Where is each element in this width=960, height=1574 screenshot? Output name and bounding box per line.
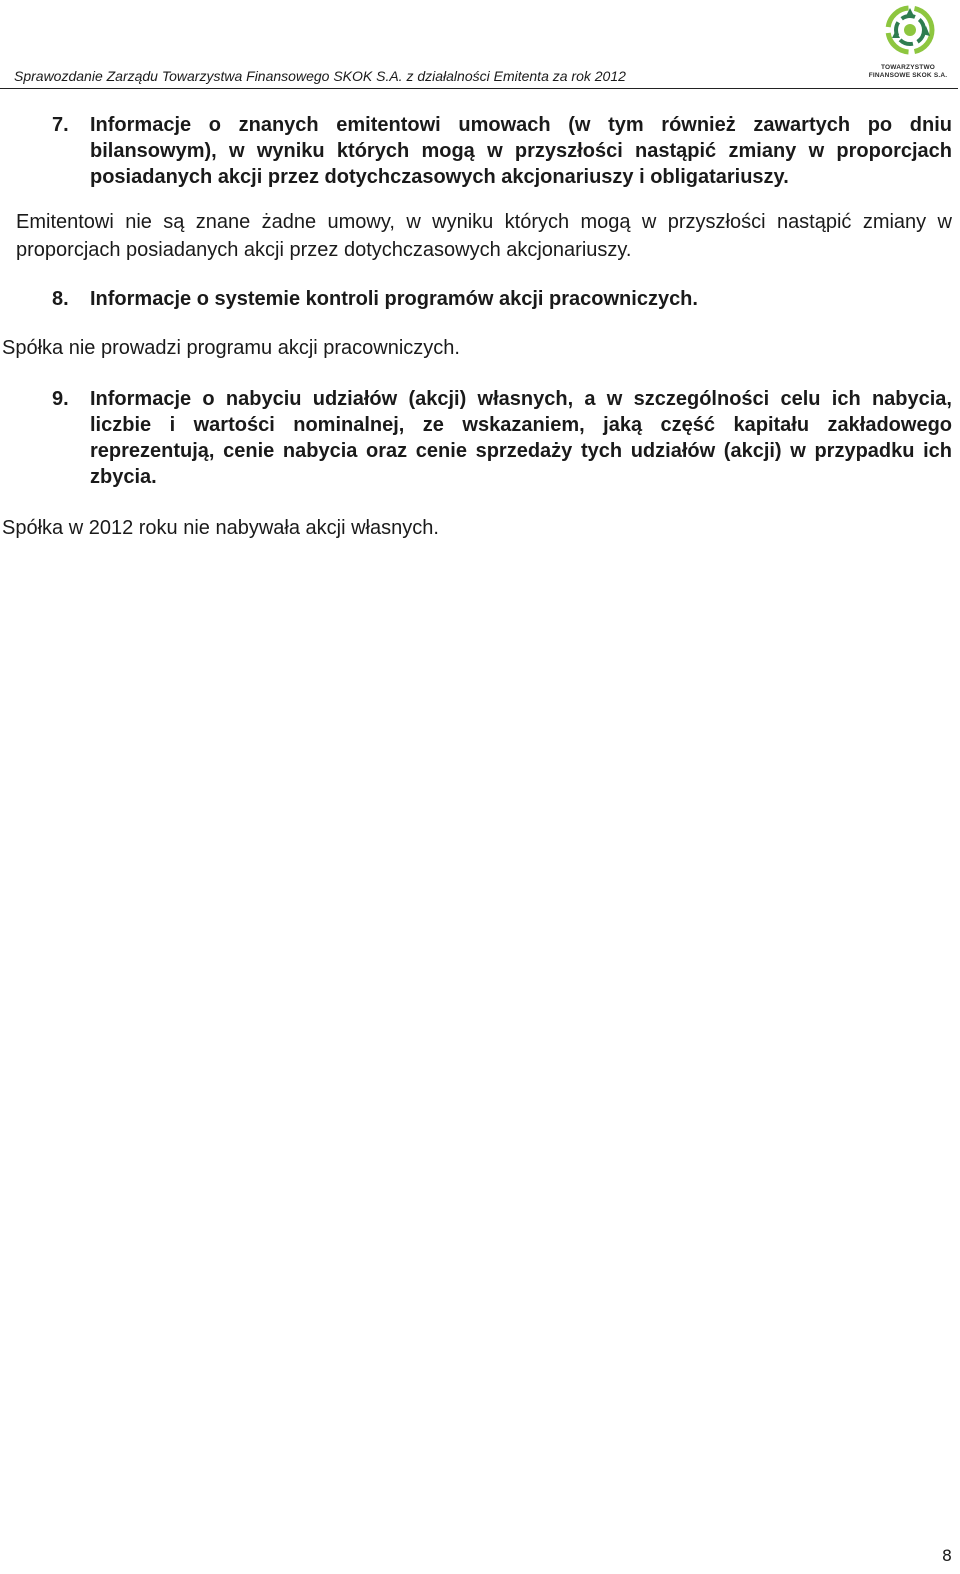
section-7-heading [0,112,960,190]
section-8-body: Spółka nie prowadzi programu akcji pracowniczych. [2,337,460,359]
section-8-number: 8. [52,288,69,310]
document-body [0,112,960,542]
section-8-heading [0,286,960,312]
section-7-body: Emitentowi nie są znane żadne umowy, w wyniku których mogą w przyszłości nastąpić zmiany w proporcjach posiadanych akcji przez dotychczasowych akcjonariuszy. [16,211,952,261]
header-divider [0,88,958,89]
section-7-heading-text: Informacje o znanych emitentowi umowach (w tym również zawartych po dniu bilansowym), w wyniku których mogą w przyszłości nastąpić zmiany w proporcjach posiadanych akcji przez dotychczasowych akcjonariuszy i obligatariuszy. [90,114,952,188]
tf-skok-logo-icon [884,4,936,60]
logo-text-line-2: FINANSOWE SKOK S.A. [868,72,948,79]
section-9-body: Spółka w 2012 roku nie nabywała akcji własnych. [2,517,439,539]
logo-text-line-1: TOWARZYSTWO [880,64,936,71]
section-9-number: 9. [52,388,69,410]
running-title: Sprawozdanie Zarządu Towarzystwa Finansowego SKOK S.A. z działalności Emitenta za rok 2012 [14,68,626,84]
page-header [0,0,960,92]
section-8-heading-text: Informacje o systemie kontroli programów akcji pracowniczych. [90,288,698,310]
company-logo [864,4,952,84]
section-9-heading-text: Informacje o nabyciu udziałów (akcji) własnych, a w szczególności celu ich nabycia, liczbie i wartości nominalnej, ze wskazaniem, jaką część kapitału zakładowego reprezentują, cenie nabycia oraz cenie sprzedaży tych udziałów (akcji) w przypadku ich zbycia. [90,388,952,488]
page-number: 8 [941,1546,952,1565]
section-7-number: 7. [52,114,69,136]
section-9-heading [0,386,960,490]
